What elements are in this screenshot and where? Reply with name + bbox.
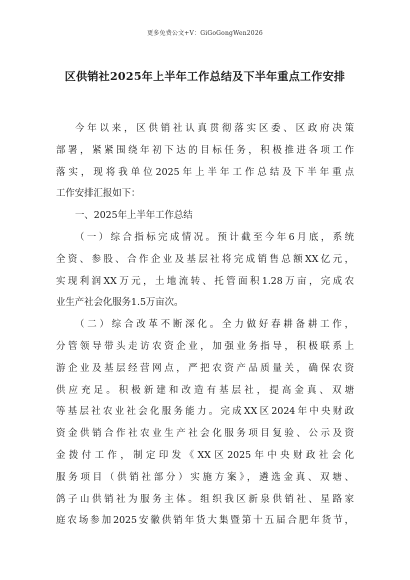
body-line: 服务项目（供销社部分）实施方案》，遴选金真、双塘、	[56, 471, 354, 483]
body-line: 等基层社农业社会化服务能力。完成XX区2024年中央财政	[56, 406, 354, 418]
body-line: 游企业及基层经营网点，严把农资产品质量关，确保农资	[56, 362, 354, 374]
body-line: 分管领导带头走访农资企业，加强业务指导，积极联系上	[56, 340, 354, 352]
body-line: 实现利润XX万元，土地流转、托管面积1.28万亩，完成农	[56, 275, 354, 287]
body-line: 全资、参股、合作企业及基层社将完成销售总额XX亿元，	[56, 253, 354, 265]
body-line: 业生产社会化服务1.5万亩次。	[56, 297, 184, 309]
body-line: 金拨付工作，制定印发《XX区2025年中央财政社会化	[56, 449, 354, 461]
document-body	[56, 118, 354, 532]
body-line: 工作安排汇报如下：	[56, 188, 141, 200]
body-line: 部署，紧紧围绕年初下达的目标任务，积极推进各项工作	[56, 144, 354, 156]
body-line: 今年以来，区供销社认真贯彻落实区委、区政府决策	[75, 123, 354, 134]
document-title: 区供销社2025年上半年工作总结及下半年重点工作安排	[64, 70, 346, 83]
header-note: 更多免费公文+V：GiGoGongWen2026	[147, 30, 263, 37]
section-heading: 一、2025年上半年工作总结	[75, 210, 193, 222]
body-line: 鸽子山供销社为服务主体。组织我区新泉供销社、星路家	[56, 493, 354, 505]
body-line: （二）综合改革不断深化。全力做好春耕备耕工作，	[75, 319, 354, 331]
body-line: （一）综合指标完成情况。预计截至今年6月底，系统	[75, 231, 354, 243]
body-line: 资金供销合作社农业生产社会化服务项目复验、公示及资	[56, 428, 354, 440]
body-line: 落实，现将我单位2025年上半年工作总结及下半年重点	[56, 166, 354, 178]
body-line: 庭农场参加2025安徽供销年货大集暨第十五届合肥年货节，	[56, 515, 354, 527]
body-line: 供应充足。积极新建和改造有基层社，提高金真、双塘	[56, 384, 354, 396]
